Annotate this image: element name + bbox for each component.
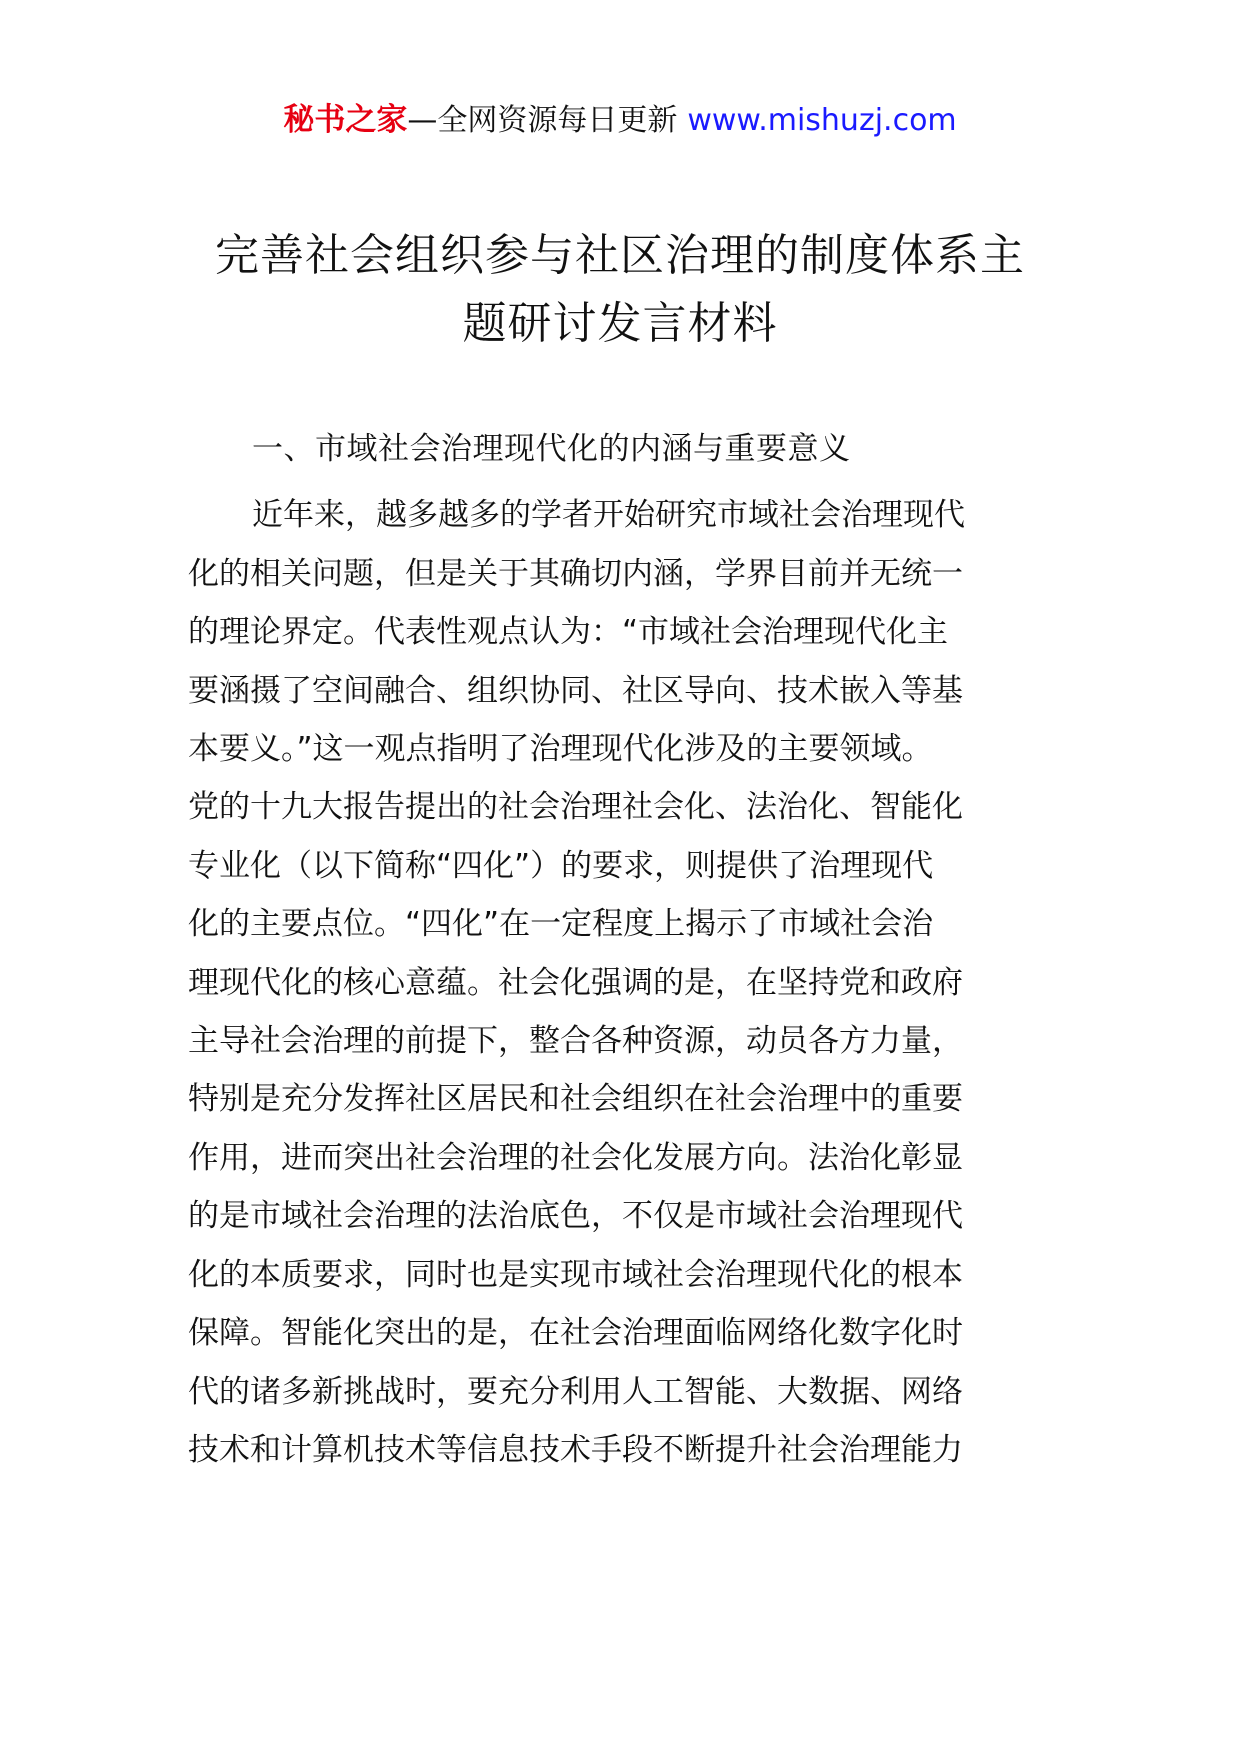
title-line: 完善社会组织参与社区治理的制度体系主 (215, 230, 1025, 281)
site-header (0, 100, 1240, 141)
paragraph-line: 党的十九大报告提出的社会治理社会化、法治化、智能化 (188, 789, 963, 826)
title-line: 题研讨发言材料 (462, 298, 778, 349)
paragraph-line: 要涵摄了空间融合、组织协同、社区导向、技术嵌入等基 (188, 672, 963, 709)
paragraph-line: 近年来，越多越多的学者开始研究市域社会治理现代 (252, 497, 965, 534)
paragraph-line: 专业化（以下简称“四化”）的要求，则提供了治理现代 (188, 847, 934, 884)
site-url-link[interactable]: www.mishuzj.com (687, 103, 957, 138)
paragraph-line: 化的相关问题，但是关于其确切内涵，学界目前并无统一 (188, 555, 963, 592)
header-slogan: —全网资源每日更新 (407, 103, 678, 138)
paragraph-line: 主导社会治理的前提下，整合各种资源，动员各方力量， (188, 1023, 963, 1060)
paragraph-line: 本要义。”这一观点指明了治理现代化涉及的主要领域。 (188, 731, 933, 768)
paragraph-line: 代的诸多新挑战时，要充分利用人工智能、大数据、网络 (188, 1373, 963, 1410)
section-heading: 一、市域社会治理现代化的内涵与重要意义 (252, 431, 851, 467)
paragraph-line: 化的本质要求，同时也是实现市域社会治理现代化的根本 (188, 1256, 963, 1293)
paragraph-line: 作用，进而突出社会治理的社会化发展方向。法治化彰显 (188, 1139, 963, 1176)
paragraph-line: 的理论界定。代表性观点认为：“市域社会治理现代化主 (188, 614, 949, 651)
paragraph-line: 保障。智能化突出的是，在社会治理面临网络化数字化时 (188, 1315, 963, 1352)
document-title (150, 222, 1090, 358)
document-body (188, 420, 1058, 1479)
paragraph-line: 化的主要点位。“四化”在一定程度上揭示了市域社会治 (188, 906, 934, 943)
paragraph-line: 技术和计算机技术等信息技术手段不断提升社会治理能力 (188, 1431, 963, 1468)
paragraph (188, 486, 1058, 1479)
brand-name: 秘书之家 (283, 102, 408, 138)
paragraph-line: 特别是充分发挥社区居民和社会组织在社会治理中的重要 (188, 1081, 963, 1118)
paragraph-line: 理现代化的核心意蕴。社会化强调的是，在坚持党和政府 (188, 964, 963, 1001)
paragraph-line: 的是市域社会治理的法治底色，不仅是市域社会治理现代 (188, 1198, 963, 1235)
